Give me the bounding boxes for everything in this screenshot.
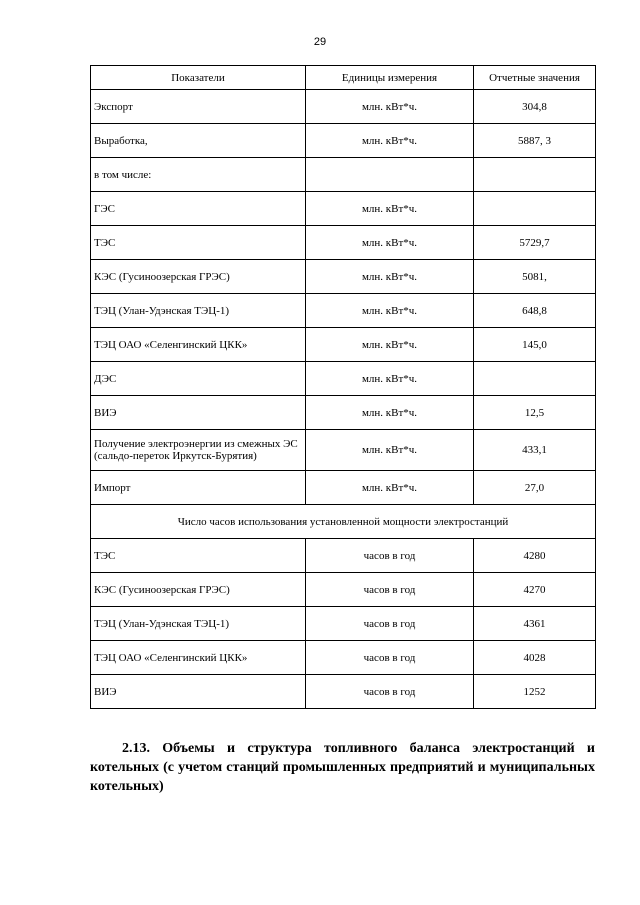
row-name: в том числе: (91, 158, 306, 192)
table-row (91, 294, 596, 328)
row-unit: млн. кВт*ч. (306, 260, 474, 294)
table-row (91, 124, 596, 158)
row-value: 4270 (474, 573, 596, 607)
table-row (91, 328, 596, 362)
row-name: ГЭС (91, 192, 306, 226)
row-value: 648,8 (474, 294, 596, 328)
row-name: ТЭЦ (Улан-Удэнская ТЭЦ-1) (91, 607, 306, 641)
row-name: Выработка, (91, 124, 306, 158)
row-unit: часов в год (306, 573, 474, 607)
row-value: 304,8 (474, 90, 596, 124)
row-unit: млн. кВт*ч. (306, 430, 474, 471)
row-unit: часов в год (306, 641, 474, 675)
row-name: ТЭС (91, 226, 306, 260)
row-name: ТЭЦ ОАО «Селенгинский ЦКК» (91, 328, 306, 362)
row-value: 4361 (474, 607, 596, 641)
row-value: 5887, 3 (474, 124, 596, 158)
row-value: 145,0 (474, 328, 596, 362)
row-name: ВИЭ (91, 396, 306, 430)
row-value (474, 362, 596, 396)
row-unit: млн. кВт*ч. (306, 471, 474, 505)
row-value: 4028 (474, 641, 596, 675)
row-name: Экспорт (91, 90, 306, 124)
table-row (91, 675, 596, 709)
row-name: ТЭС (91, 539, 306, 573)
row-unit: млн. кВт*ч. (306, 124, 474, 158)
row-value (474, 192, 596, 226)
row-unit (306, 158, 474, 192)
row-name: КЭС (Гусиноозерская ГРЭС) (91, 573, 306, 607)
row-value: 5729,7 (474, 226, 596, 260)
table-header-row (91, 66, 596, 90)
row-value (474, 158, 596, 192)
table-row (91, 471, 596, 505)
table-row (91, 226, 596, 260)
row-name: ВИЭ (91, 675, 306, 709)
table-row (91, 607, 596, 641)
row-value: 433,1 (474, 430, 596, 471)
table-row (91, 260, 596, 294)
table-row (91, 192, 596, 226)
row-unit: млн. кВт*ч. (306, 192, 474, 226)
indicators-table (90, 65, 596, 709)
row-unit: часов в год (306, 607, 474, 641)
row-unit: млн. кВт*ч. (306, 396, 474, 430)
section-title: Число часов использования установленной мощности электростанций (91, 505, 596, 539)
row-name: КЭС (Гусиноозерская ГРЭС) (91, 260, 306, 294)
section-heading (90, 739, 595, 796)
row-name: Получение электроэнергии из смежных ЭС (сальдо-переток Иркутск-Бурятия) (91, 430, 306, 471)
row-unit: млн. кВт*ч. (306, 90, 474, 124)
table-row (91, 362, 596, 396)
header-indicators: Показатели (91, 66, 306, 90)
table-row (91, 158, 596, 192)
header-units: Единицы измерения (306, 66, 474, 90)
table-row (91, 573, 596, 607)
table-row (91, 90, 596, 124)
table-row (91, 430, 596, 471)
row-value: 5081, (474, 260, 596, 294)
section-heading-text: Объемы и структура топливного баланса электростанций и котельных (с учетом станций промышленных предприятий и муниципальных котельных) (90, 741, 595, 794)
header-values: Отчетные значения (474, 66, 596, 90)
row-value: 4280 (474, 539, 596, 573)
row-value: 1252 (474, 675, 596, 709)
page-number: 29 (313, 36, 327, 48)
row-name: ДЭС (91, 362, 306, 396)
table-row (91, 539, 596, 573)
section-number: 2.13. (122, 741, 150, 756)
row-name: ТЭЦ ОАО «Селенгинский ЦКК» (91, 641, 306, 675)
table-row (91, 641, 596, 675)
row-value: 27,0 (474, 471, 596, 505)
table-section-row (91, 505, 596, 539)
row-unit: млн. кВт*ч. (306, 294, 474, 328)
row-unit: часов в год (306, 675, 474, 709)
row-unit: млн. кВт*ч. (306, 362, 474, 396)
row-unit: часов в год (306, 539, 474, 573)
row-unit: млн. кВт*ч. (306, 226, 474, 260)
row-name: ТЭЦ (Улан-Удэнская ТЭЦ-1) (91, 294, 306, 328)
row-value: 12,5 (474, 396, 596, 430)
row-unit: млн. кВт*ч. (306, 328, 474, 362)
row-name: Импорт (91, 471, 306, 505)
table-row (91, 396, 596, 430)
